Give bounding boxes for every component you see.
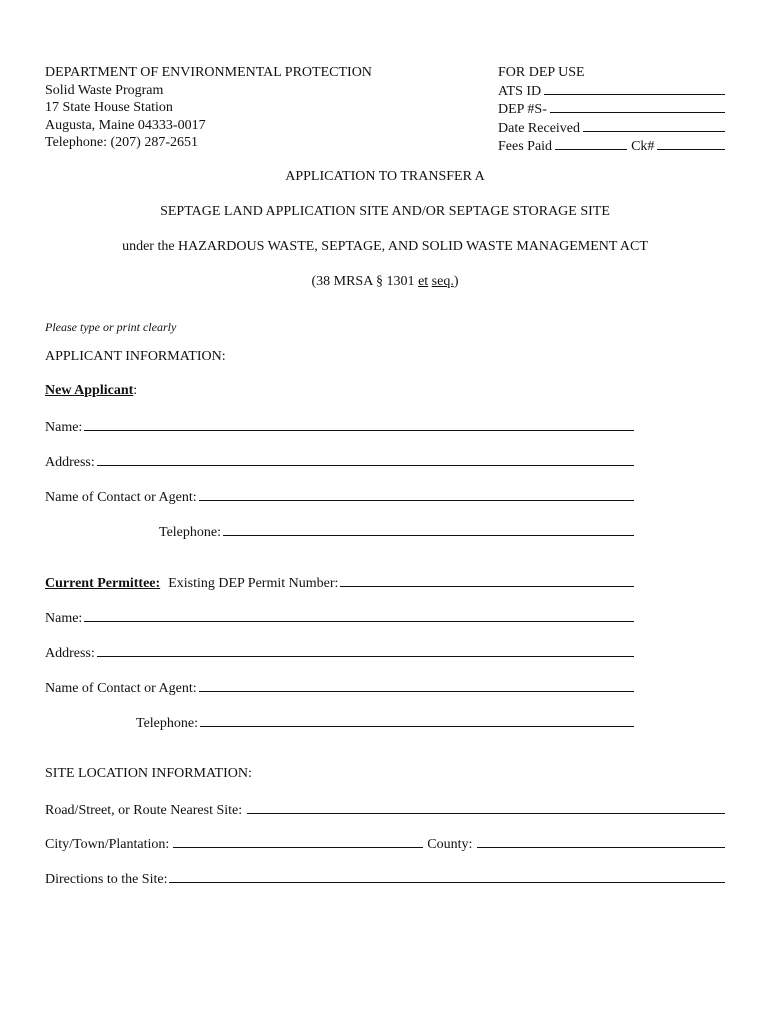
- new-applicant-telephone-label: Telephone:: [159, 525, 221, 540]
- site-directions-label: Directions to the Site:: [45, 872, 168, 887]
- site-road-label: Road/Street, or Route Nearest Site:: [45, 803, 243, 818]
- permittee-address-label: Address:: [45, 646, 95, 661]
- site-road-field[interactable]: [247, 801, 725, 814]
- new-applicant-address-label: Address:: [45, 455, 95, 470]
- city-state-zip: Augusta, Maine 04333-0017: [45, 117, 206, 133]
- station-address: 17 State House Station: [45, 100, 173, 115]
- new-applicant-name-label: Name:: [45, 420, 83, 435]
- current-permittee-label: Current Permittee:: [45, 576, 161, 591]
- new-applicant-telephone-row: [159, 523, 634, 541]
- form-title-line-2: SEPTAGE LAND APPLICATION SITE AND/OR SEPTAGE STORAGE SITE: [160, 204, 610, 219]
- citation-seq: seq.: [431, 274, 454, 289]
- ats-id-field[interactable]: [544, 82, 725, 95]
- permit-number-label: Existing DEP Permit Number:: [168, 576, 339, 591]
- date-received-field[interactable]: [583, 119, 725, 132]
- print-clearly-note: Please type or print clearly: [45, 320, 177, 334]
- site-county-label: County:: [427, 837, 473, 852]
- permittee-contact-field[interactable]: [199, 679, 634, 692]
- permittee-telephone-row: [136, 714, 634, 732]
- new-applicant-contact-row: [45, 488, 634, 506]
- applicant-info-heading: APPLICANT INFORMATION:: [45, 349, 226, 364]
- permittee-name-label: Name:: [45, 611, 83, 626]
- ats-id-label: ATS ID: [498, 83, 542, 99]
- new-applicant-heading: [45, 383, 137, 399]
- site-location-heading: SITE LOCATION INFORMATION:: [45, 766, 252, 781]
- permittee-contact-row: [45, 679, 634, 697]
- check-number-label: Ck#: [631, 139, 655, 154]
- form-title-line-3: under the HAZARDOUS WASTE, SEPTAGE, AND SOLID WASTE MANAGEMENT ACT: [122, 239, 648, 254]
- dep-number-field[interactable]: [550, 100, 725, 113]
- new-applicant-name-row: [45, 418, 634, 436]
- new-applicant-contact-label: Name of Contact or Agent:: [45, 490, 197, 505]
- site-directions-row: [45, 870, 725, 888]
- for-dep-use-title: FOR DEP USE: [498, 65, 585, 80]
- department-name: DEPARTMENT OF ENVIRONMENTAL PROTECTION: [45, 65, 372, 80]
- new-applicant-name-field[interactable]: [84, 418, 634, 431]
- department-telephone: Telephone: (207) 287-2651: [45, 135, 198, 150]
- new-applicant-address-row: [45, 453, 634, 471]
- permittee-contact-label: Name of Contact or Agent:: [45, 681, 197, 696]
- form-title-line-1: APPLICATION TO TRANSFER A: [285, 169, 485, 184]
- new-applicant-colon: :: [133, 383, 138, 398]
- citation-end: ): [453, 274, 459, 289]
- dep-number-label: DEP #S-: [498, 102, 547, 117]
- citation-start: (38 MRSA § 1301: [311, 274, 419, 289]
- permittee-telephone-field[interactable]: [200, 714, 634, 727]
- site-city-field[interactable]: [173, 835, 423, 848]
- permit-number-field[interactable]: [340, 574, 634, 587]
- site-road-row: [45, 801, 725, 819]
- statute-citation: [0, 274, 770, 290]
- department-address-block: [45, 64, 372, 152]
- site-directions-field[interactable]: [169, 870, 725, 883]
- permittee-address-field[interactable]: [97, 644, 634, 657]
- permittee-address-row: [45, 644, 634, 662]
- for-dep-use-block: [498, 64, 725, 156]
- fees-paid-label: Fees Paid: [498, 139, 553, 154]
- new-applicant-contact-field[interactable]: [199, 488, 634, 501]
- new-applicant-label: New Applicant: [45, 383, 134, 398]
- program-name: Solid Waste Program: [45, 82, 164, 98]
- site-county-field[interactable]: [477, 835, 725, 848]
- permittee-name-field[interactable]: [84, 609, 634, 622]
- check-number-field[interactable]: [657, 137, 725, 150]
- site-city-county-row: [45, 835, 725, 853]
- new-applicant-telephone-field[interactable]: [223, 523, 634, 536]
- citation-et: et: [418, 274, 429, 289]
- new-applicant-address-field[interactable]: [97, 453, 634, 466]
- permittee-name-row: [45, 609, 634, 627]
- fees-paid-field[interactable]: [555, 137, 627, 150]
- site-city-label: City/Town/Plantation:: [45, 837, 170, 852]
- current-permittee-row: [45, 574, 634, 592]
- permittee-telephone-label: Telephone:: [136, 716, 198, 731]
- date-received-label: Date Received: [498, 120, 581, 136]
